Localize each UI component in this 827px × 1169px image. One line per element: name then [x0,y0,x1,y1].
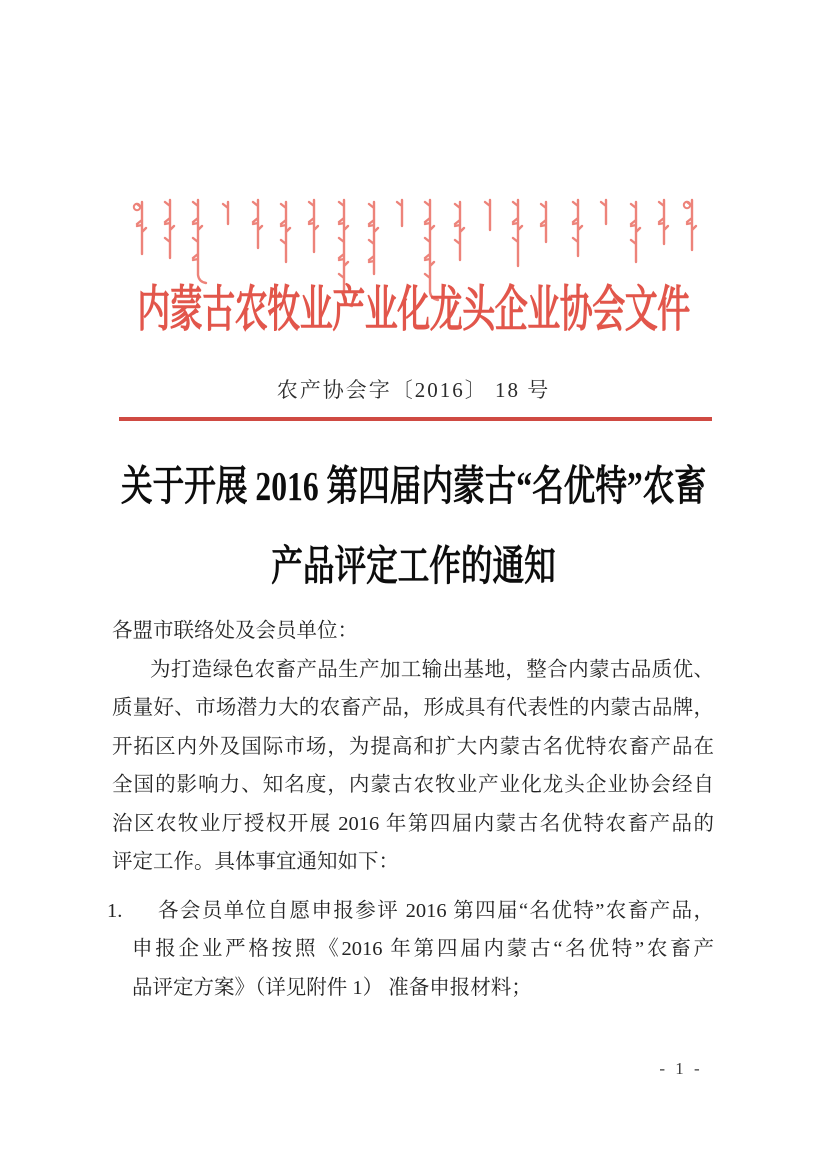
list-item-line: 申报企业严格按照《2016 年第四届内蒙古“名优特”农畜产 [132,938,714,960]
letterhead-org-title: 内蒙古农牧业产业化龙头企业协会文件 [137,284,690,338]
numbered-list-item [107,892,714,1008]
document-body [107,612,714,1007]
list-item-line [107,892,714,931]
paragraph-line: 开拓区内外及国际市场，为提高和扩大内蒙古名优特农畜产品在 [112,735,714,758]
list-item-line: 品评定方案》（详见附件 1） 准备申报材料； [132,976,532,999]
page-number: - 1 - [659,1059,703,1078]
list-item-number: 1. [107,899,123,922]
paragraph-line: 评定工作。具体事宜通知如下： [112,851,399,873]
paragraph-line: 治区农牧业厅授权开展 2016 年第四届内蒙古名优特农畜产品的 [112,812,714,835]
document-title-line2: 产品评定工作的通知 [271,544,556,590]
paragraph-line: 质量好、市场潜力大的农畜产品，形成具有代表性的内蒙古品牌， [112,697,714,719]
paragraph-line: 全国的影响力、知名度，内蒙古农牧业产业化龙头企业协会经自 [112,774,714,796]
salutation: 各盟市联络处及会员单位： [112,620,358,642]
document-title-line1: 关于开展 2016 第四届内蒙古“名优特”农畜 [121,464,706,510]
red-separator-rule [119,417,712,421]
paragraph-line: 为打造绿色农畜产品生产加工输出基地，整合内蒙古品质优、 [150,658,714,681]
document-number: 农产协会字〔2016〕 18 号 [276,378,551,402]
list-item-text: 各会员单位自愿申报参评 2016 第四届“名优特”农畜产品， [158,899,714,922]
